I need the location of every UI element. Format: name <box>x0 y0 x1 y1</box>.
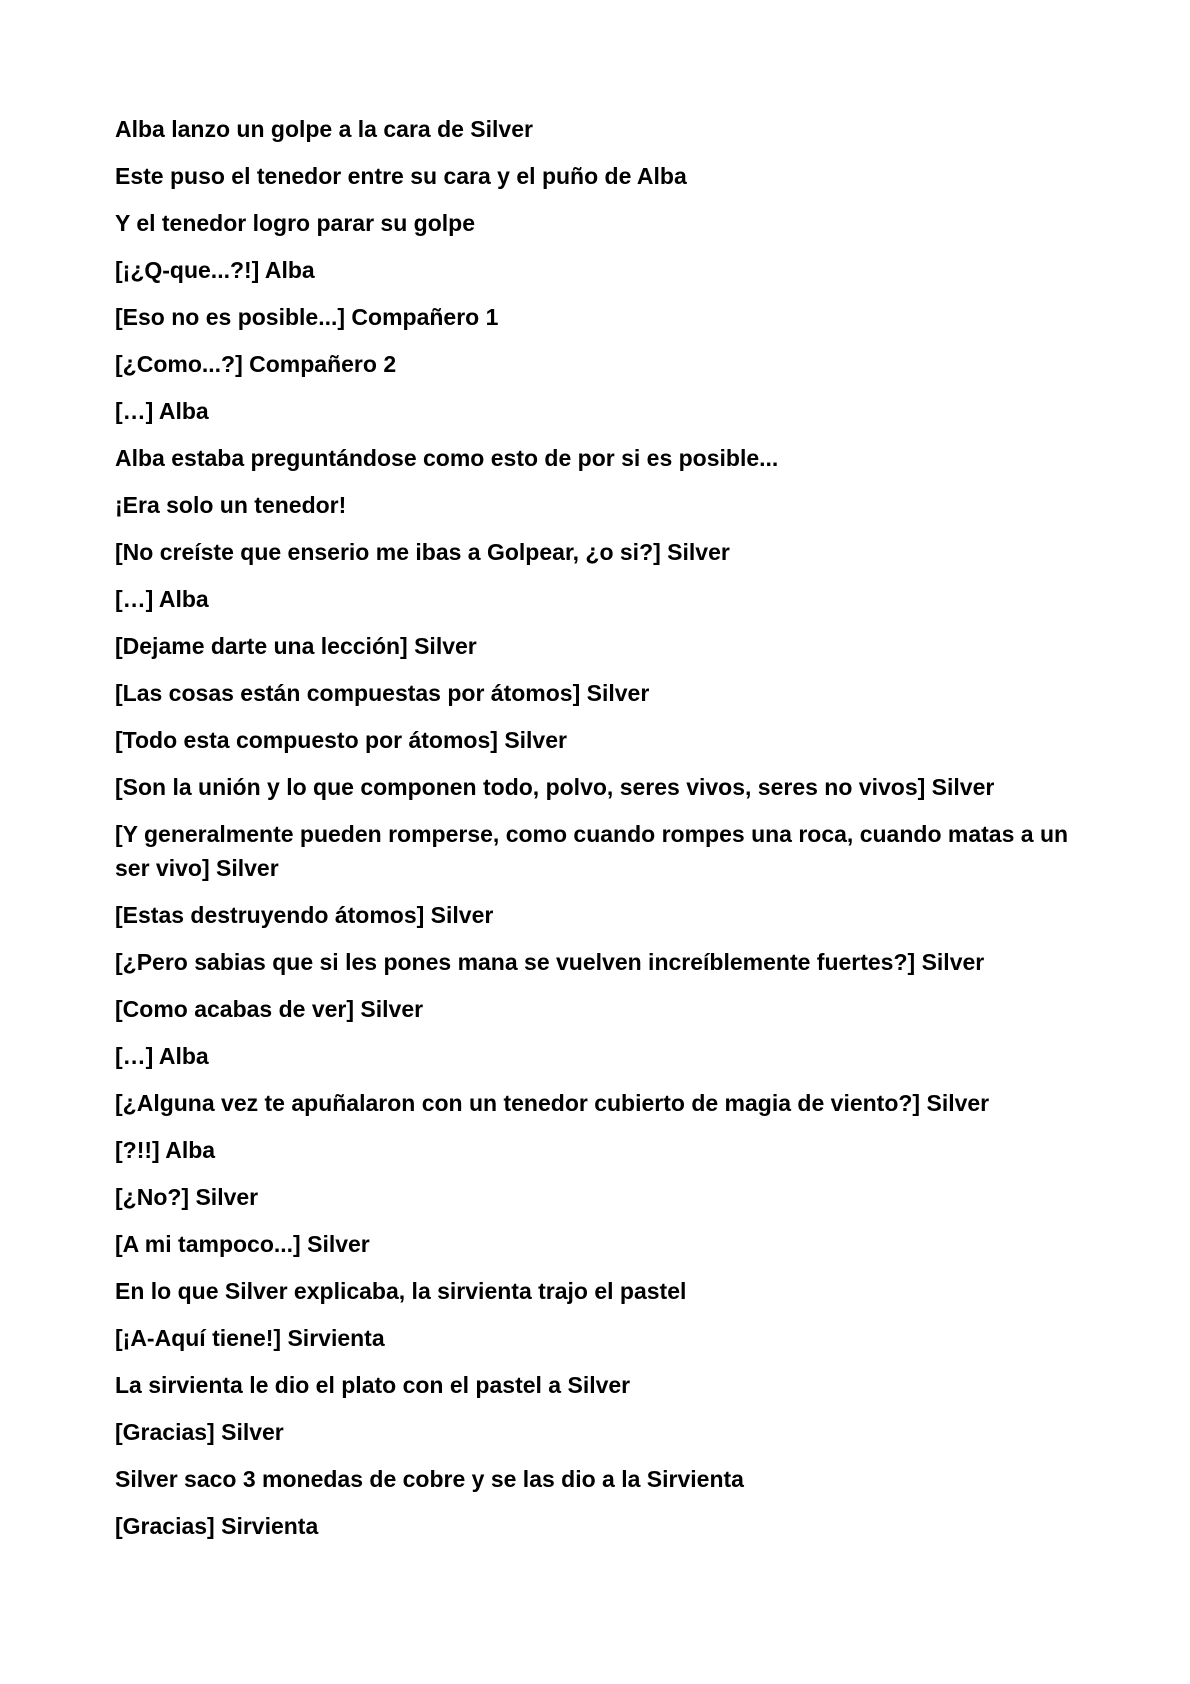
text-line: Silver saco 3 monedas de cobre y se las dio a la Sirvienta <box>115 1466 744 1492</box>
text-line: ¡Era solo un tenedor! <box>115 492 347 518</box>
text-line: [¿No?] Silver <box>115 1184 259 1210</box>
text-line: En lo que Silver explicaba, la sirvienta trajo el pastel <box>115 1278 687 1304</box>
text-line: […] Alba <box>115 1043 209 1069</box>
text-line: [A mi tampoco...] Silver <box>115 1231 370 1257</box>
text-line: [?!!] Alba <box>115 1137 216 1163</box>
text-line: [¿Alguna vez te apuñalaron con un tenedor cubierto de magia de viento?] Silver <box>115 1090 990 1116</box>
text-line: [Gracias] Silver <box>115 1419 284 1445</box>
text-line: [Gracias] Sirvienta <box>115 1513 319 1539</box>
text-line: La sirvienta le dio el plato con el pastel a Silver <box>115 1372 631 1398</box>
text-line: [¡A-Aquí tiene!] Sirvienta <box>115 1325 385 1351</box>
text-line: [Las cosas están compuestas por átomos] Silver <box>115 680 650 706</box>
document-body <box>115 112 1095 1556</box>
text-line: [Y generalmente pueden romperse, como cuando rompes una roca, cuando matas a un ser vivo] Silver <box>115 821 1069 881</box>
text-line: […] Alba <box>115 586 209 612</box>
text-line: Alba lanzo un golpe a la cara de Silver <box>115 116 533 142</box>
text-line: [Como acabas de ver] Silver <box>115 996 424 1022</box>
text-line: [Dejame darte una lección] Silver <box>115 633 477 659</box>
text-line: [¿Como...?] Compañero 2 <box>115 351 397 377</box>
text-line: […] Alba <box>115 398 209 424</box>
text-line: Y el tenedor logro parar su golpe <box>115 210 475 236</box>
text-line: [No creíste que enserio me ibas a Golpear, ¿o si?] Silver <box>115 539 730 565</box>
text-line: [¿Pero sabias que si les pones mana se vuelven increíblemente fuertes?] Silver <box>115 949 985 975</box>
text-line: [Estas destruyendo átomos] Silver <box>115 902 494 928</box>
text-line: [Son la unión y lo que componen todo, polvo, seres vivos, seres no vivos] Silver <box>115 774 995 800</box>
text-line: Este puso el tenedor entre su cara y el puño de Alba <box>115 163 687 189</box>
text-line: [¡¿Q-que...?!] Alba <box>115 257 315 283</box>
text-line: [Todo esta compuesto por átomos] Silver <box>115 727 567 753</box>
text-line: [Eso no es posible...] Compañero 1 <box>115 304 499 330</box>
text-line: Alba estaba preguntándose como esto de por si es posible... <box>115 445 779 471</box>
